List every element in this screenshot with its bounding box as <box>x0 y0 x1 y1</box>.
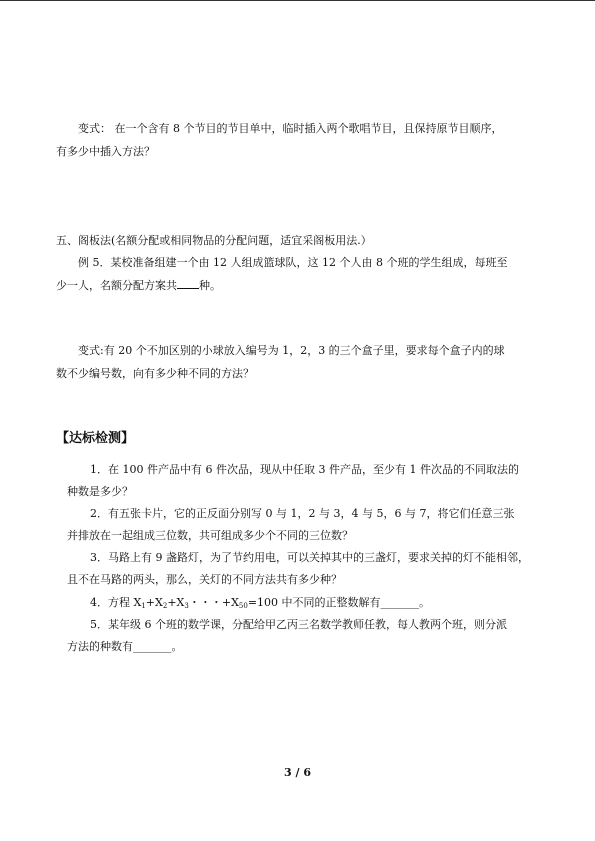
q4-sub-3: 3 <box>184 602 189 610</box>
q3-line2: 且不在马路的两头，那么，关灯的不同方法共有多少种？ <box>67 573 342 586</box>
variant1-line2: 有多少中插入方法？ <box>56 145 155 158</box>
q1-line2: 种数是多少？ <box>67 485 133 498</box>
q2-line2: 并排放在一起组成三位数，共可组成多少个不同的三位数？ <box>67 529 353 542</box>
q5-line1: 5．某年级 6 个班的数学课，分配给甲乙丙三名数学教师任教，每人教两个班，则分派 <box>90 618 507 631</box>
q4-line <box>90 596 430 613</box>
section5-heading: 五、阁板法(名额分配或相同物品的分配问题，适宜采阁板用法.） <box>56 234 372 247</box>
q4-suffix: =100 中不同的正整数解有_______。 <box>247 596 431 609</box>
q5-line2: 方法的种数有_______。 <box>67 640 183 653</box>
example5-line2 <box>56 277 221 293</box>
q4-plus-3: +X <box>167 596 185 609</box>
q4-prefix: 4．方程 X <box>90 596 142 609</box>
variant1-line1: 变式： 在一个含有 8 个节目的节目单中，临时插入两个歌唱节目，且保持原节目顺序， <box>78 122 503 135</box>
q1-line1: 1．在 100 件产品中有 6 件次品，现从中任取 3 件产品，至少有 1 件次品的不同取法的 <box>90 463 519 476</box>
page-number: 3 / 6 <box>284 766 311 779</box>
variant2-line1: 变式:有 20 个不加区别的小球放入编号为 1，2，3 的三个盒子里，要求每个盒子内的球 <box>78 344 505 357</box>
answer-blank <box>177 277 199 289</box>
check-title: 【达标检测】 <box>56 431 135 446</box>
q4-sub-2: 2 <box>162 602 168 610</box>
q4-sub-1: 1 <box>141 602 146 610</box>
example5-text-after: 种。 <box>199 279 221 292</box>
example5-text-before: 少一人，名额分配方案共 <box>56 279 177 292</box>
q4-sub-50: 50 <box>238 602 248 610</box>
q2-line1: 2．有五张卡片，它的正反面分别写 0 与 1，2 与 3，4 与 5，6 与 7，将它们任意三张 <box>90 507 515 520</box>
q4-plus-2: +X <box>145 596 163 609</box>
example5-line1: 例 5．某校准备组建一个由 12 人组成篮球队，这 12 个人由 8 个班的学生组成，每班至 <box>78 256 508 269</box>
q3-line1: 3．马路上有 9 盏路灯，为了节约用电，可以关掉其中的三盏灯，要求关掉的灯不能相邻， <box>90 551 529 564</box>
variant2-line2: 数不少编号数，向有多少种不同的方法？ <box>56 367 254 380</box>
q4-dots: ・・・+X <box>188 596 239 609</box>
top-rule <box>0 0 595 1</box>
